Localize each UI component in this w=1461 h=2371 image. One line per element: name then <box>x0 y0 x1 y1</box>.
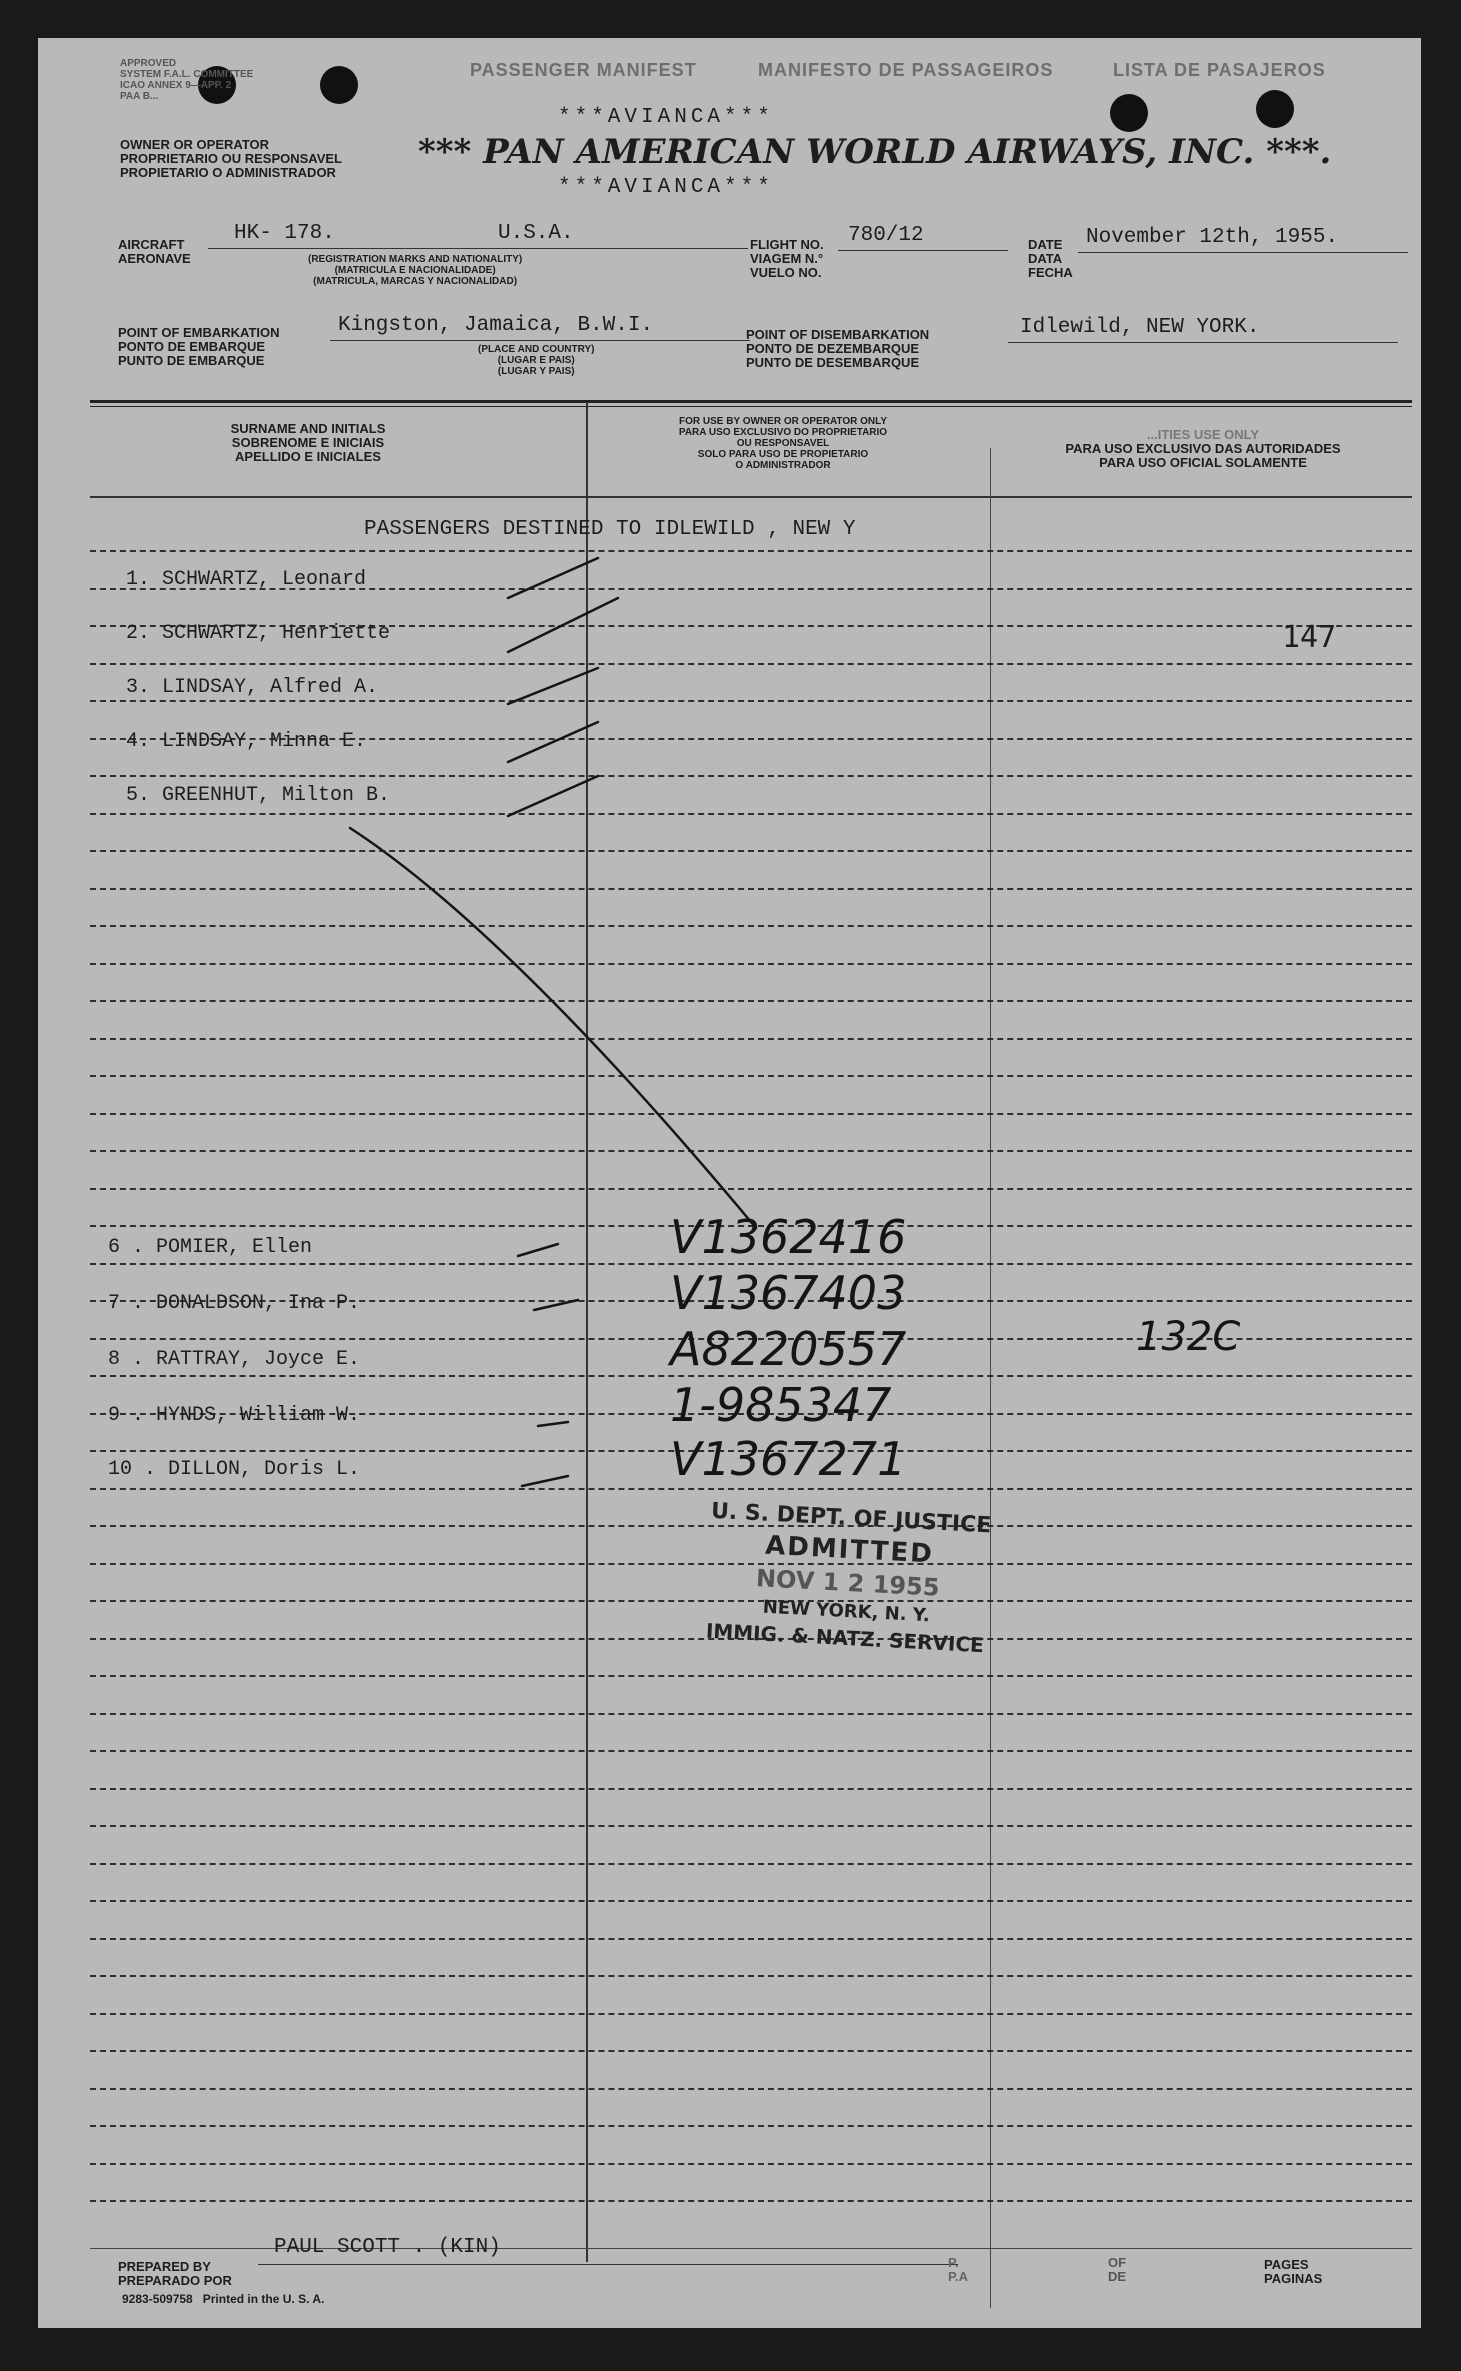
prepared-underline <box>258 2264 958 2265</box>
handwritten-document-number: V1362416 <box>670 1210 907 1264</box>
flight-date: November 12th, 1955. <box>1086 226 1339 249</box>
official-number: 147 <box>1282 620 1337 655</box>
place-labels: (PLACE AND COUNTRY) (LUGAR E PAIS) (LUGAR Y PAIS) <box>478 344 595 377</box>
title-english: PASSENGER MANIFEST <box>470 60 697 80</box>
manifest-page <box>38 38 1421 2328</box>
registration-labels: (REGISTRATION MARKS AND NATIONALITY) (MATRICULA E NACIONALIDADE) (MATRICULA, MARCAS Y NACIONALIDAD) <box>308 254 523 287</box>
title-spanish: LISTA DE PASAJEROS <box>1113 60 1326 80</box>
form-number: 9283-509758 Printed in the U. S. A. <box>122 2292 325 2306</box>
handwritten-document-number: V1367271 <box>670 1432 907 1486</box>
check-mark <box>508 558 598 598</box>
handwritten-document-number: A8220557 <box>670 1322 907 1376</box>
passenger-name: 1. SCHWARTZ, Leonard <box>126 568 367 591</box>
passenger-name: 3. LINDSAY, Alfred A. <box>126 676 379 699</box>
aircraft-label: AIRCRAFT AERONAVE <box>118 237 191 266</box>
disembarkation-point: Idlewild, NEW YORK. <box>1020 316 1260 339</box>
dash-mark <box>522 1476 568 1486</box>
embarkation-label: POINT OF EMBARKATION PONTO DE EMBARQUE PUNTO DE EMBARQUE <box>118 325 280 368</box>
page-label: P. P.A <box>948 2255 968 2284</box>
prepared-by-label: PREPARED BY PREPARADO POR <box>118 2259 232 2288</box>
check-mark <box>508 668 598 704</box>
immigration-stamp: U. S. DEPT. OF JUSTICE ADMITTED NOV 1 2 1955 NEW YORK, N. Y. IMMIG. & NATZ. SERVICE <box>705 1498 992 1658</box>
passenger-name: 10 . DILLON, Doris L. <box>108 1458 361 1481</box>
passenger-name: 6 . POMIER, Ellen <box>108 1236 313 1259</box>
company-name: *** PAN AMERICAN WORLD AIRWAYS, INC. ***. <box>418 132 1332 172</box>
passenger-name: 7 . DONALDSON, Ina P. <box>108 1292 361 1315</box>
flight-label: FLIGHT NO. VIAGEM N.° VUELO NO. <box>750 237 824 280</box>
dash-mark <box>538 1422 568 1426</box>
approval-note: APPROVED SYSTEM F.A.L. COMMITTEE ICAO ANNEX 9—APP. 2 PAA B... <box>120 58 254 102</box>
passenger-name: 8 . RATTRAY, Joyce E. <box>108 1348 361 1371</box>
diagonal-line <box>350 828 756 1228</box>
rattray-handwritten-note: 132C <box>1136 1314 1241 1360</box>
handwritten-document-number: V1367403 <box>670 1266 907 1320</box>
title-portuguese: MANIFESTO DE PASSAGEIROS <box>758 60 1054 80</box>
passenger-name: 4. LINDSAY, Minna E. <box>126 730 367 753</box>
dash-mark <box>518 1244 558 1256</box>
handwritten-marks <box>38 38 1421 2328</box>
column-header-operator: FOR USE BY OWNER OR OPERATOR ONLY PARA USO EXCLUSIVO DO PROPRIETARIO OU RESPONSAVEL SOLO PARA USO DE PROPIETARIO O ADMINISTRADOR <box>678 416 888 471</box>
passenger-name: 9 . HYNDS, William W. <box>108 1404 361 1427</box>
disembarkation-label: POINT OF DISEMBARKATION PONTO DE DEZEMBARQUE PUNTO DE DESEMBARQUE <box>746 327 930 370</box>
check-mark <box>508 598 618 652</box>
of-label: OF DE <box>1108 2255 1127 2284</box>
owner-operator-label: OWNER OR OPERATOR PROPRIETARIO OU RESPONSAVEL PROPIETARIO O ADMINISTRADOR <box>120 137 342 180</box>
prepared-by-name: PAUL SCOTT . (KIN) <box>274 2236 501 2259</box>
aircraft-registration: HK- 178. <box>234 222 335 245</box>
passenger-name: 2. SCHWARTZ, Henriette <box>126 622 391 645</box>
avianca-top: ***AVIANCA*** <box>558 106 774 129</box>
avianca-bottom: ***AVIANCA*** <box>558 176 774 199</box>
date-label: DATE DATA FECHA <box>1028 237 1073 280</box>
check-mark <box>508 776 598 816</box>
passenger-name: 5. GREENHUT, Milton B. <box>126 784 391 807</box>
check-mark <box>508 722 598 762</box>
pages-label: PAGES PAGINAS <box>1264 2257 1323 2286</box>
embarkation-point: Kingston, Jamaica, B.W.I. <box>338 314 654 337</box>
aircraft-nationality: U.S.A. <box>498 222 574 245</box>
handwritten-document-number: 1-985347 <box>670 1378 892 1432</box>
column-header-authorities: ...ITIES USE ONLY PARA USO EXCLUSIVO DAS AUTORIDADES PARA USO OFICIAL SOLAMENTE <box>1065 427 1341 470</box>
column-header-name: SURNAME AND INITIALS SOBRENOME E INICIAIS APELLIDO E INICIALES <box>230 421 386 464</box>
flight-number: 780/12 <box>848 224 924 247</box>
dash-mark <box>534 1300 578 1310</box>
section-title: PASSENGERS DESTINED TO IDLEWILD , NEW Y <box>364 518 856 541</box>
